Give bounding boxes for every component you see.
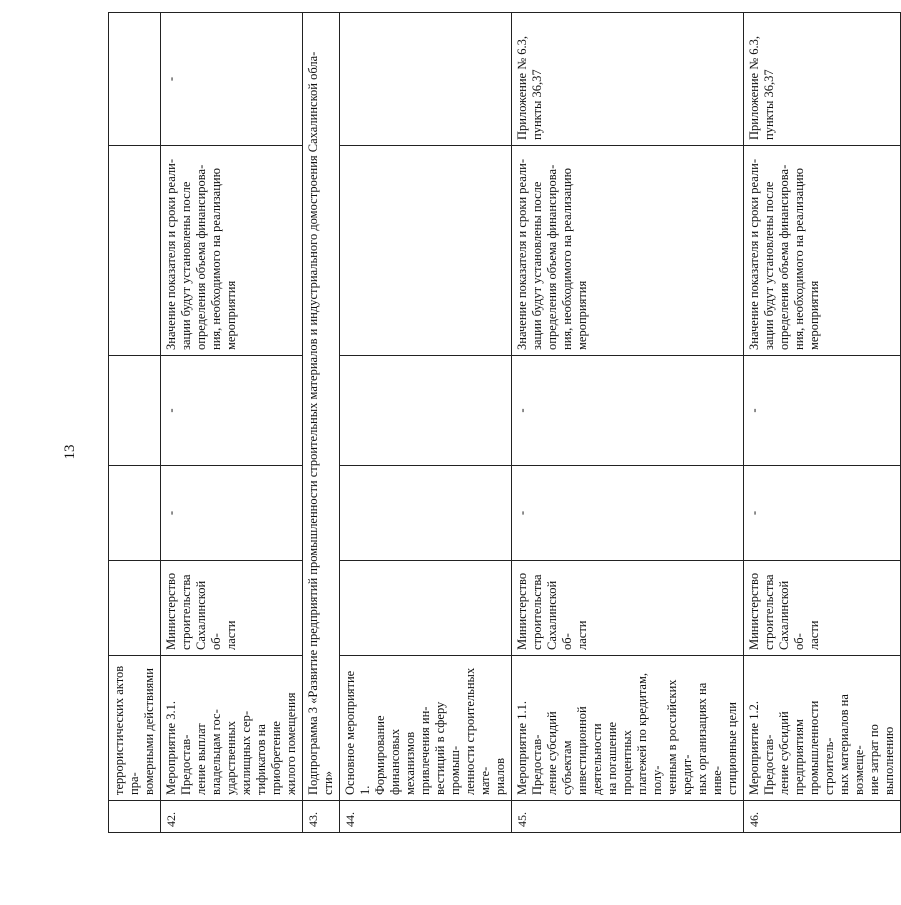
event-name-cell: террористических актов пра- вомерными действиями bbox=[109, 656, 161, 801]
event-name-cell: Мероприятие 3.1. Предостав- ление выплат владельцам гос- ударственных жилищных сер- тификатов на приобретение жилого помещения bbox=[161, 656, 303, 801]
reference-cell bbox=[109, 13, 161, 146]
indicator-cell: - bbox=[161, 356, 303, 466]
table-row bbox=[340, 13, 512, 833]
executor-cell: Министерство строительства Сахалинской об- ласти bbox=[744, 561, 901, 656]
indicator-cell bbox=[109, 356, 161, 466]
indicator-cell bbox=[340, 356, 512, 466]
executor-cell bbox=[109, 561, 161, 656]
event-name-cell: Мероприятие 1.2. Предостав- ление субсидий предприятиям промышленности строитель- ных материалов на возмеще- ние затрат по выполнению bbox=[744, 656, 901, 801]
program-events-table bbox=[108, 12, 901, 833]
event-name-cell: Основное мероприятие 1. Формирование финансовых механизмов привлечения ин- вестиций в сферу промыш- ленности строительных мате- риалов bbox=[340, 656, 512, 801]
subprogram-title-cell: Подпрограмма 3 «Развитие предприятий промышленности строительных материалов и индустриального домостроения Сахалинской обла- сти» bbox=[303, 13, 340, 801]
row-number-cell: 45. bbox=[512, 801, 744, 833]
indicator-cell: - bbox=[512, 356, 744, 466]
indicator-note-cell: Значение показателя и сроки реали- зации будут установлены после определения объема финансирова- ния, необходимого на реализацию мероприятия bbox=[744, 146, 901, 356]
executor-cell bbox=[340, 561, 512, 656]
reference-cell: Приложение № 6.3, пункты 36,37 bbox=[512, 13, 744, 146]
row-number-cell: 44. bbox=[340, 801, 512, 833]
indicator-note-cell bbox=[340, 146, 512, 356]
indicator-cell bbox=[340, 466, 512, 561]
row-number-cell: 43. bbox=[303, 801, 340, 833]
table-row bbox=[109, 13, 161, 833]
indicator-note-cell bbox=[109, 146, 161, 356]
table-row bbox=[303, 13, 340, 833]
row-number-cell bbox=[109, 801, 161, 833]
indicator-cell: - bbox=[744, 466, 901, 561]
indicator-note-cell: Значение показателя и сроки реали- зации будут установлены после определения объема финансирова- ния, необходимого на реализацию мероприятия bbox=[161, 146, 303, 356]
table-row bbox=[744, 13, 901, 833]
row-number-cell: 42. bbox=[161, 801, 303, 833]
reference-cell: - bbox=[161, 13, 303, 146]
event-name-cell: Мероприятие 1.1. Предостав- ление субсидий субъектам инвестиционной деятельности на погашение процентных платежей по кредитам, полу- ченным в российских кредит- ных организациях на инве- стиционные цели bbox=[512, 656, 744, 801]
indicator-note-cell: Значение показателя и сроки реали- зации будут установлены после определения объема финансирова- ния, необходимого на реализацию мероприятия bbox=[512, 146, 744, 356]
table-row bbox=[512, 13, 744, 833]
indicator-cell: - bbox=[161, 466, 303, 561]
executor-cell: Министерство строительства Сахалинской об- ласти bbox=[161, 561, 303, 656]
indicator-cell: - bbox=[744, 356, 901, 466]
row-number-cell: 46. bbox=[744, 801, 901, 833]
indicator-cell bbox=[109, 466, 161, 561]
reference-cell: Приложение № 6.3, пункты 36,37 bbox=[744, 13, 901, 146]
rotated-table-sheet bbox=[108, 13, 896, 833]
executor-cell: Министерство строительства Сахалинской об- ласти bbox=[512, 561, 744, 656]
reference-cell bbox=[340, 13, 512, 146]
table-row bbox=[161, 13, 303, 833]
page-number: 13 bbox=[62, 444, 78, 460]
indicator-cell: - bbox=[512, 466, 744, 561]
